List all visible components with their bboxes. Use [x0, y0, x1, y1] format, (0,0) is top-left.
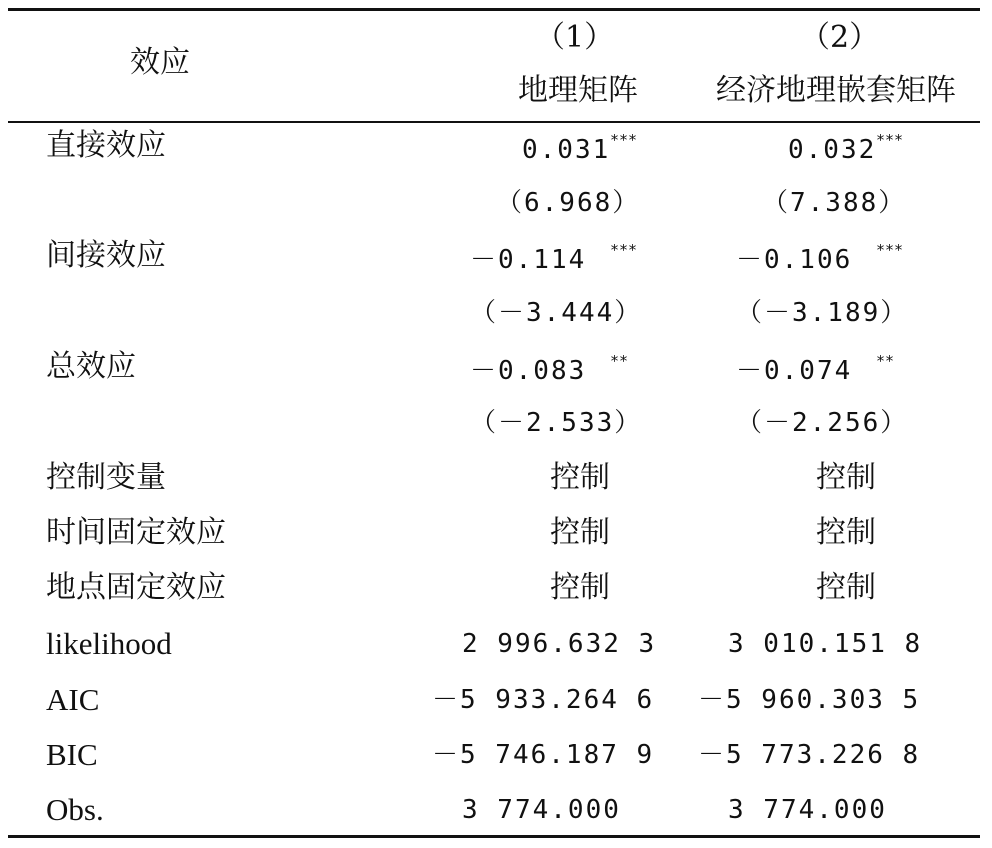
time-fixed-effect-col2: 控制 — [816, 515, 876, 550]
header-col1-name: 地理矩阵 — [518, 73, 638, 108]
total-effect-col1-tstat: （－2.533） — [470, 408, 643, 438]
row-label-obs: Obs. — [46, 792, 104, 827]
row-label-bic: BIC — [46, 737, 98, 772]
direct-effect-col1-value: 0.031 — [522, 135, 611, 165]
indirect-effect-col2-value: －0.106 — [736, 245, 853, 275]
total-effect-col2-value: －0.074 — [736, 356, 853, 386]
row-label-likelihood: likelihood — [46, 626, 172, 661]
aic-col1: －5 933.264 6 — [432, 685, 655, 715]
header-rule — [8, 121, 980, 123]
row-label-location-fixed-effect: 地点固定效应 — [46, 570, 226, 605]
bottom-rule — [8, 835, 980, 838]
total-effect-col1-value: －0.083 — [470, 356, 587, 386]
direct-effect-col2-sig: *** — [876, 131, 904, 149]
obs-col2: 3 774.000 — [728, 795, 887, 825]
row-label-time-fixed-effect: 时间固定效应 — [46, 515, 226, 550]
header-row-label: 效应 — [130, 45, 190, 80]
control-variables-col1: 控制 — [550, 460, 610, 495]
direct-effect-col2-value: 0.032 — [788, 135, 877, 165]
row-label-control-variables: 控制变量 — [46, 460, 166, 495]
aic-col2: －5 960.303 5 — [698, 685, 921, 715]
indirect-effect-col1-sig: *** — [610, 241, 638, 259]
indirect-effect-col2-sig: *** — [876, 241, 904, 259]
indirect-effect-col2-tstat: （－3.189） — [736, 298, 909, 328]
bic-col2: －5 773.226 8 — [698, 740, 921, 770]
total-effect-col2-sig: ** — [876, 352, 895, 370]
control-variables-col2: 控制 — [816, 460, 876, 495]
header-col2-number: （2） — [800, 20, 880, 55]
row-label-indirect-effect: 间接效应 — [46, 238, 166, 273]
direct-effect-col1-tstat: （6.968） — [496, 188, 641, 218]
header-col2-name: 经济地理嵌套矩阵 — [716, 73, 956, 108]
indirect-effect-col1-tstat: （－3.444） — [470, 298, 643, 328]
direct-effect-col1-sig: *** — [610, 131, 638, 149]
row-label-direct-effect: 直接效应 — [46, 128, 166, 163]
bic-col1: －5 746.187 9 — [432, 740, 655, 770]
indirect-effect-col1-value: －0.114 — [470, 245, 587, 275]
top-rule — [8, 8, 980, 11]
row-label-aic: AIC — [46, 682, 100, 717]
row-label-total-effect: 总效应 — [46, 349, 136, 384]
location-fixed-effect-col1: 控制 — [550, 570, 610, 605]
likelihood-col1: 2 996.632 3 — [462, 629, 657, 659]
obs-col1: 3 774.000 — [462, 795, 621, 825]
likelihood-col2: 3 010.151 8 — [728, 629, 923, 659]
total-effect-col2-tstat: （－2.256） — [736, 408, 909, 438]
total-effect-col1-sig: ** — [610, 352, 629, 370]
location-fixed-effect-col2: 控制 — [816, 570, 876, 605]
time-fixed-effect-col1: 控制 — [550, 515, 610, 550]
direct-effect-col2-tstat: （7.388） — [762, 188, 907, 218]
header-col1-number: （1） — [535, 20, 615, 55]
